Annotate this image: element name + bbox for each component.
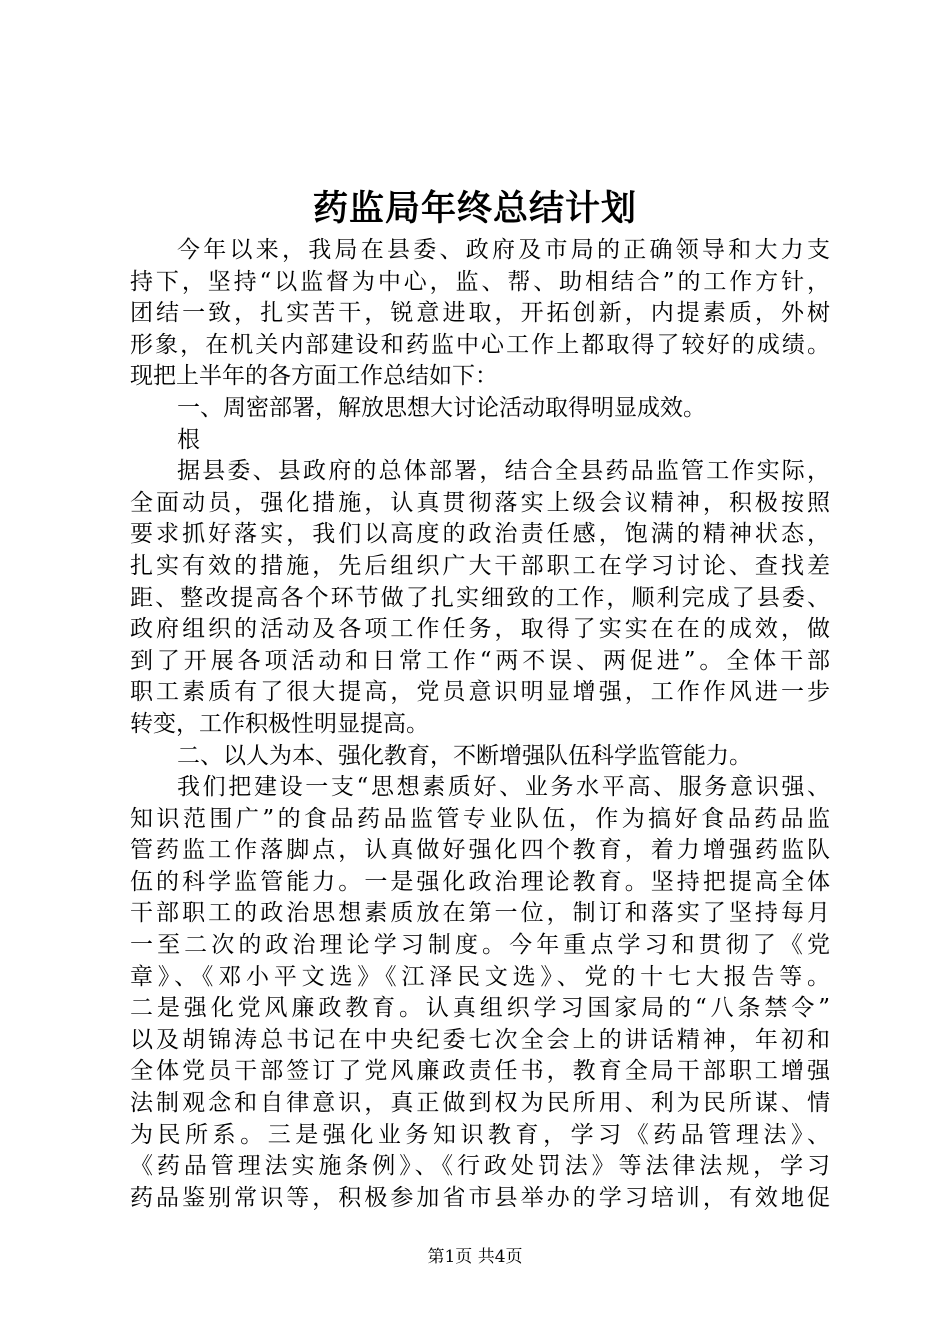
body-line: 全面动员，强化措施，认真贯彻落实上级会议精神，积极按照 [130,489,830,516]
body-line: 二、以人为本、强化教育，不断增强队伍科学监管能力。 [177,742,752,769]
body-line: 《药品管理法实施条例》、《行政处罚法》等法律法规，学习 [130,1153,830,1180]
body-line: 职工素质有了很大提高，党员意识明显增强，工作作风进一步 [130,679,830,706]
body-line: 扎实有效的措施，先后组织广大干部职工在学习讨论、查找差 [130,552,830,579]
body-line: 药品鉴别常识等，积极参加省市县举办的学习培训，有效地促 [130,1184,830,1211]
body-line: 今年以来，我局在县委、政府及市局的正确领导和大力支 [177,237,830,263]
body-line: 现把上半年的各方面工作总结如下： [130,363,498,390]
document-title: 药监局年终总结计划 [312,188,637,229]
body-line: 形象，在机关内部建设和药监中心工作上都取得了较好的成绩。 [130,331,830,358]
body-line: 我们把建设一支“思想素质好、业务水平高、服务意识强、 [177,774,830,801]
body-line: 为民所系。三是强化业务知识教育，学习《药品管理法》、 [130,1121,830,1148]
body-line: 章》、《邓小平文选》《江泽民文选》、党的十七大报告等。 [130,963,830,990]
body-line: 伍的科学监管能力。一是强化政治理论教育。坚持把提高全体 [130,868,830,895]
body-line: 据县委、县政府的总体部署，结合全县药品监管工作实际， [177,458,830,485]
body-line: 管药监工作落脚点，认真做好强化四个教育，着力增强药监队 [130,837,830,864]
body-line: 团结一致，扎实苦干，锐意进取，开拓创新，内提素质，外树 [130,300,830,327]
body-line: 法制观念和自律意识，真正做到权为民所用、利为民所谋、情 [130,1090,830,1117]
document-body [130,235,830,1214]
body-line: 干部职工的政治思想素质放在第一位，制订和落实了坚持每月 [130,900,830,927]
body-line: 二是强化党风廉政教育。认真组织学习国家局的“八条禁令” [130,995,830,1022]
body-line: 要求抓好落实，我们以高度的政治责任感，饱满的精神状态， [130,521,830,548]
body-line: 政府组织的活动及各项工作任务，取得了实实在在的成效，做 [130,616,830,643]
body-line: 一至二次的政治理论学习制度。今年重点学习和贯彻了《党 [130,932,830,959]
body-line: 全体党员干部签订了党风廉政责任书，教育全局干部职工增强 [130,1058,830,1085]
body-line: 距、整改提高各个环节做了扎实细致的工作，顺利完成了县委、 [130,584,830,611]
body-line: 持下，坚持“以监督为中心，监、帮、助相结合”的工作方针， [130,268,830,295]
page-number-footer: 第1页 共4页 [427,1247,523,1267]
body-line: 到了开展各项活动和日常工作“两不误、两促进”。全体干部 [130,647,830,674]
body-line: 根 [177,426,200,453]
body-line: 以及胡锦涛总书记在中央纪委七次全会上的讲话精神，年初和 [130,1026,830,1053]
body-line: 一、周密部署，解放思想大讨论活动取得明显成效。 [177,394,706,421]
body-line: 转变，工作积极性明显提高。 [130,710,429,737]
body-line: 知识范围广”的食品药品监管专业队伍，作为搞好食品药品监 [130,805,830,832]
